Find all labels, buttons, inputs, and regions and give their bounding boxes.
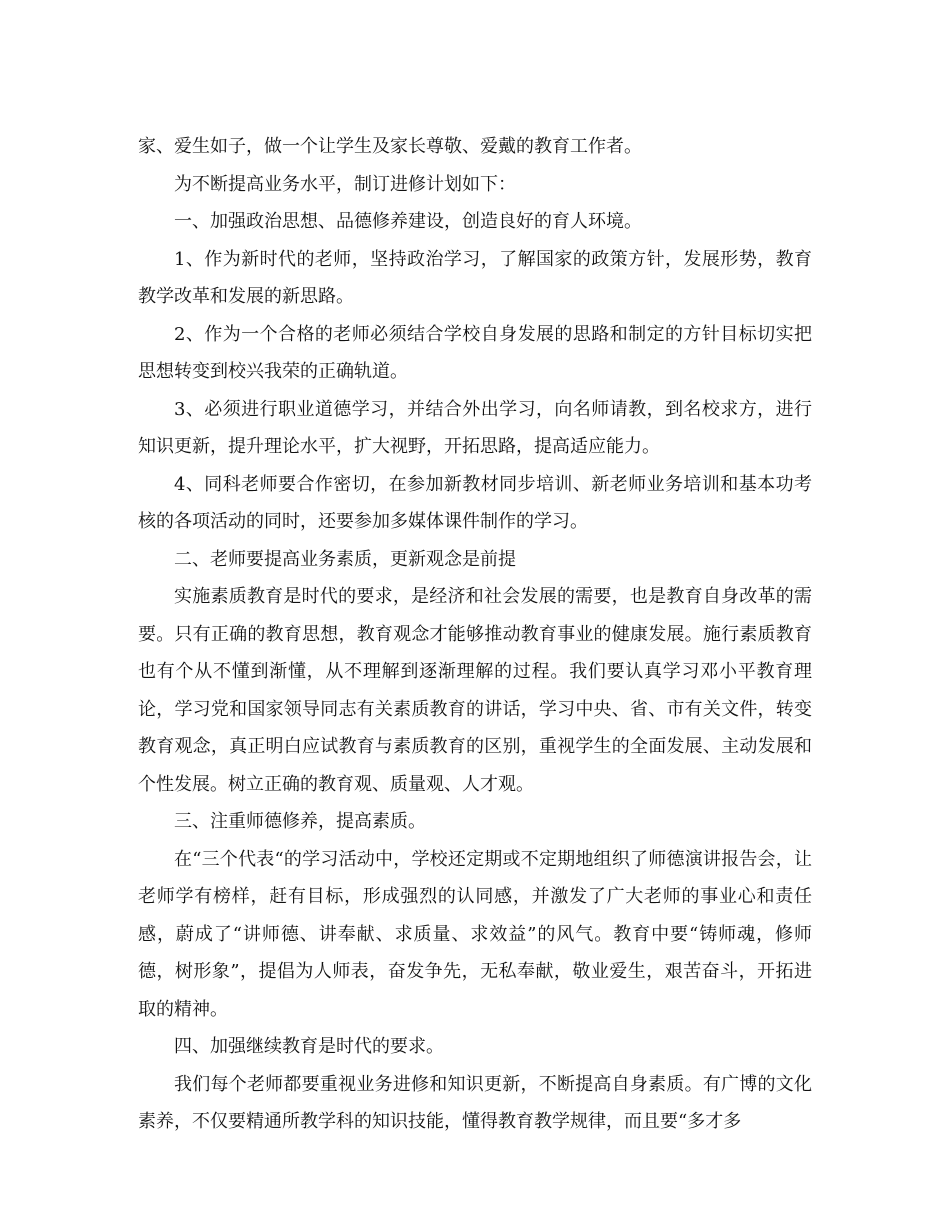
paragraph-5: 我们每个老师都要重视业务进修和知识更新，不断提高自身素质。有广博的文化素养，不仅要精通所教学科的知识技能，懂得教育教学规律，而且要“多才多: [138, 1073, 812, 1132]
section-heading-3: 三、注重师德修养，提高素质。: [174, 811, 426, 832]
list-item-4: 4、同科老师要合作密切，在参加新教材同步培训、新老师业务培训和基本功考核的各项活动的同时，还要参加多媒体课件制作的学习。: [138, 473, 812, 532]
paragraph-1: 家、爱生如子，做一个让学生及家长尊敬、爱戴的教育工作者。: [138, 136, 642, 157]
document-body: [138, 128, 812, 1141]
list-item-3: 3、必须进行职业道德学习，并结合外出学习，向名师请教，到名校求方，进行知识更新，提升理论水平，扩大视野，开拓思路，提高适应能力。: [138, 398, 812, 457]
section-heading-4: 四、加强继续教育是时代的要求。: [174, 1036, 444, 1057]
list-item-2: 2、作为一个合格的老师必须结合学校自身发展的思路和制定的方针目标切实把思想转变到校兴我荣的正确轨道。: [138, 323, 812, 382]
section-heading-2: 二、老师要提高业务素质，更新观念是前提: [174, 548, 516, 570]
paragraph-3: 实施素质教育是时代的要求，是经济和社会发展的需要，也是教育自身改革的需要。只有正确的教育思想，教育观念才能够推动教育事业的健康发展。施行素质教育也有个从不懂到渐懂，从不理解到逐渐理解的过程。我们要认真学习邓小平教育理论，学习党和国家领导同志有关素质教育的讲话，学习中央、省、市有关文件，转变教育观念，真正明白应试教育与素质教育的区别，重视学生的全面发展、主动发展和个性发展。树立正确的教育观、质量观、人才观。: [138, 586, 812, 795]
paragraph-2: 为不断提高业务水平，制订进修计划如下：: [174, 173, 516, 195]
section-heading-1: 一、加强政治思想、品德修养建设，创造良好的育人环境。: [174, 211, 642, 232]
paragraph-4: 在“三个代表“的学习活动中，学校还定期或不定期地组织了师德演讲报告会，让老师学有榜样，赶有目标，形成强烈的认同感，并激发了广大老师的事业心和责任感，蔚成了“讲师德、讲奉献、求质量、求效益”的风气。教育中要“铸师魂，修师德，树形象”，提倡为人师表，奋发争先，无私奉献，敬业爱生，艰苦奋斗，开拓进取的精神。: [138, 848, 812, 1020]
list-item-1: 1、作为新时代的老师，坚持政治学习，了解国家的政策方针，发展形势，教育教学改革和发展的新思路。: [138, 248, 812, 307]
